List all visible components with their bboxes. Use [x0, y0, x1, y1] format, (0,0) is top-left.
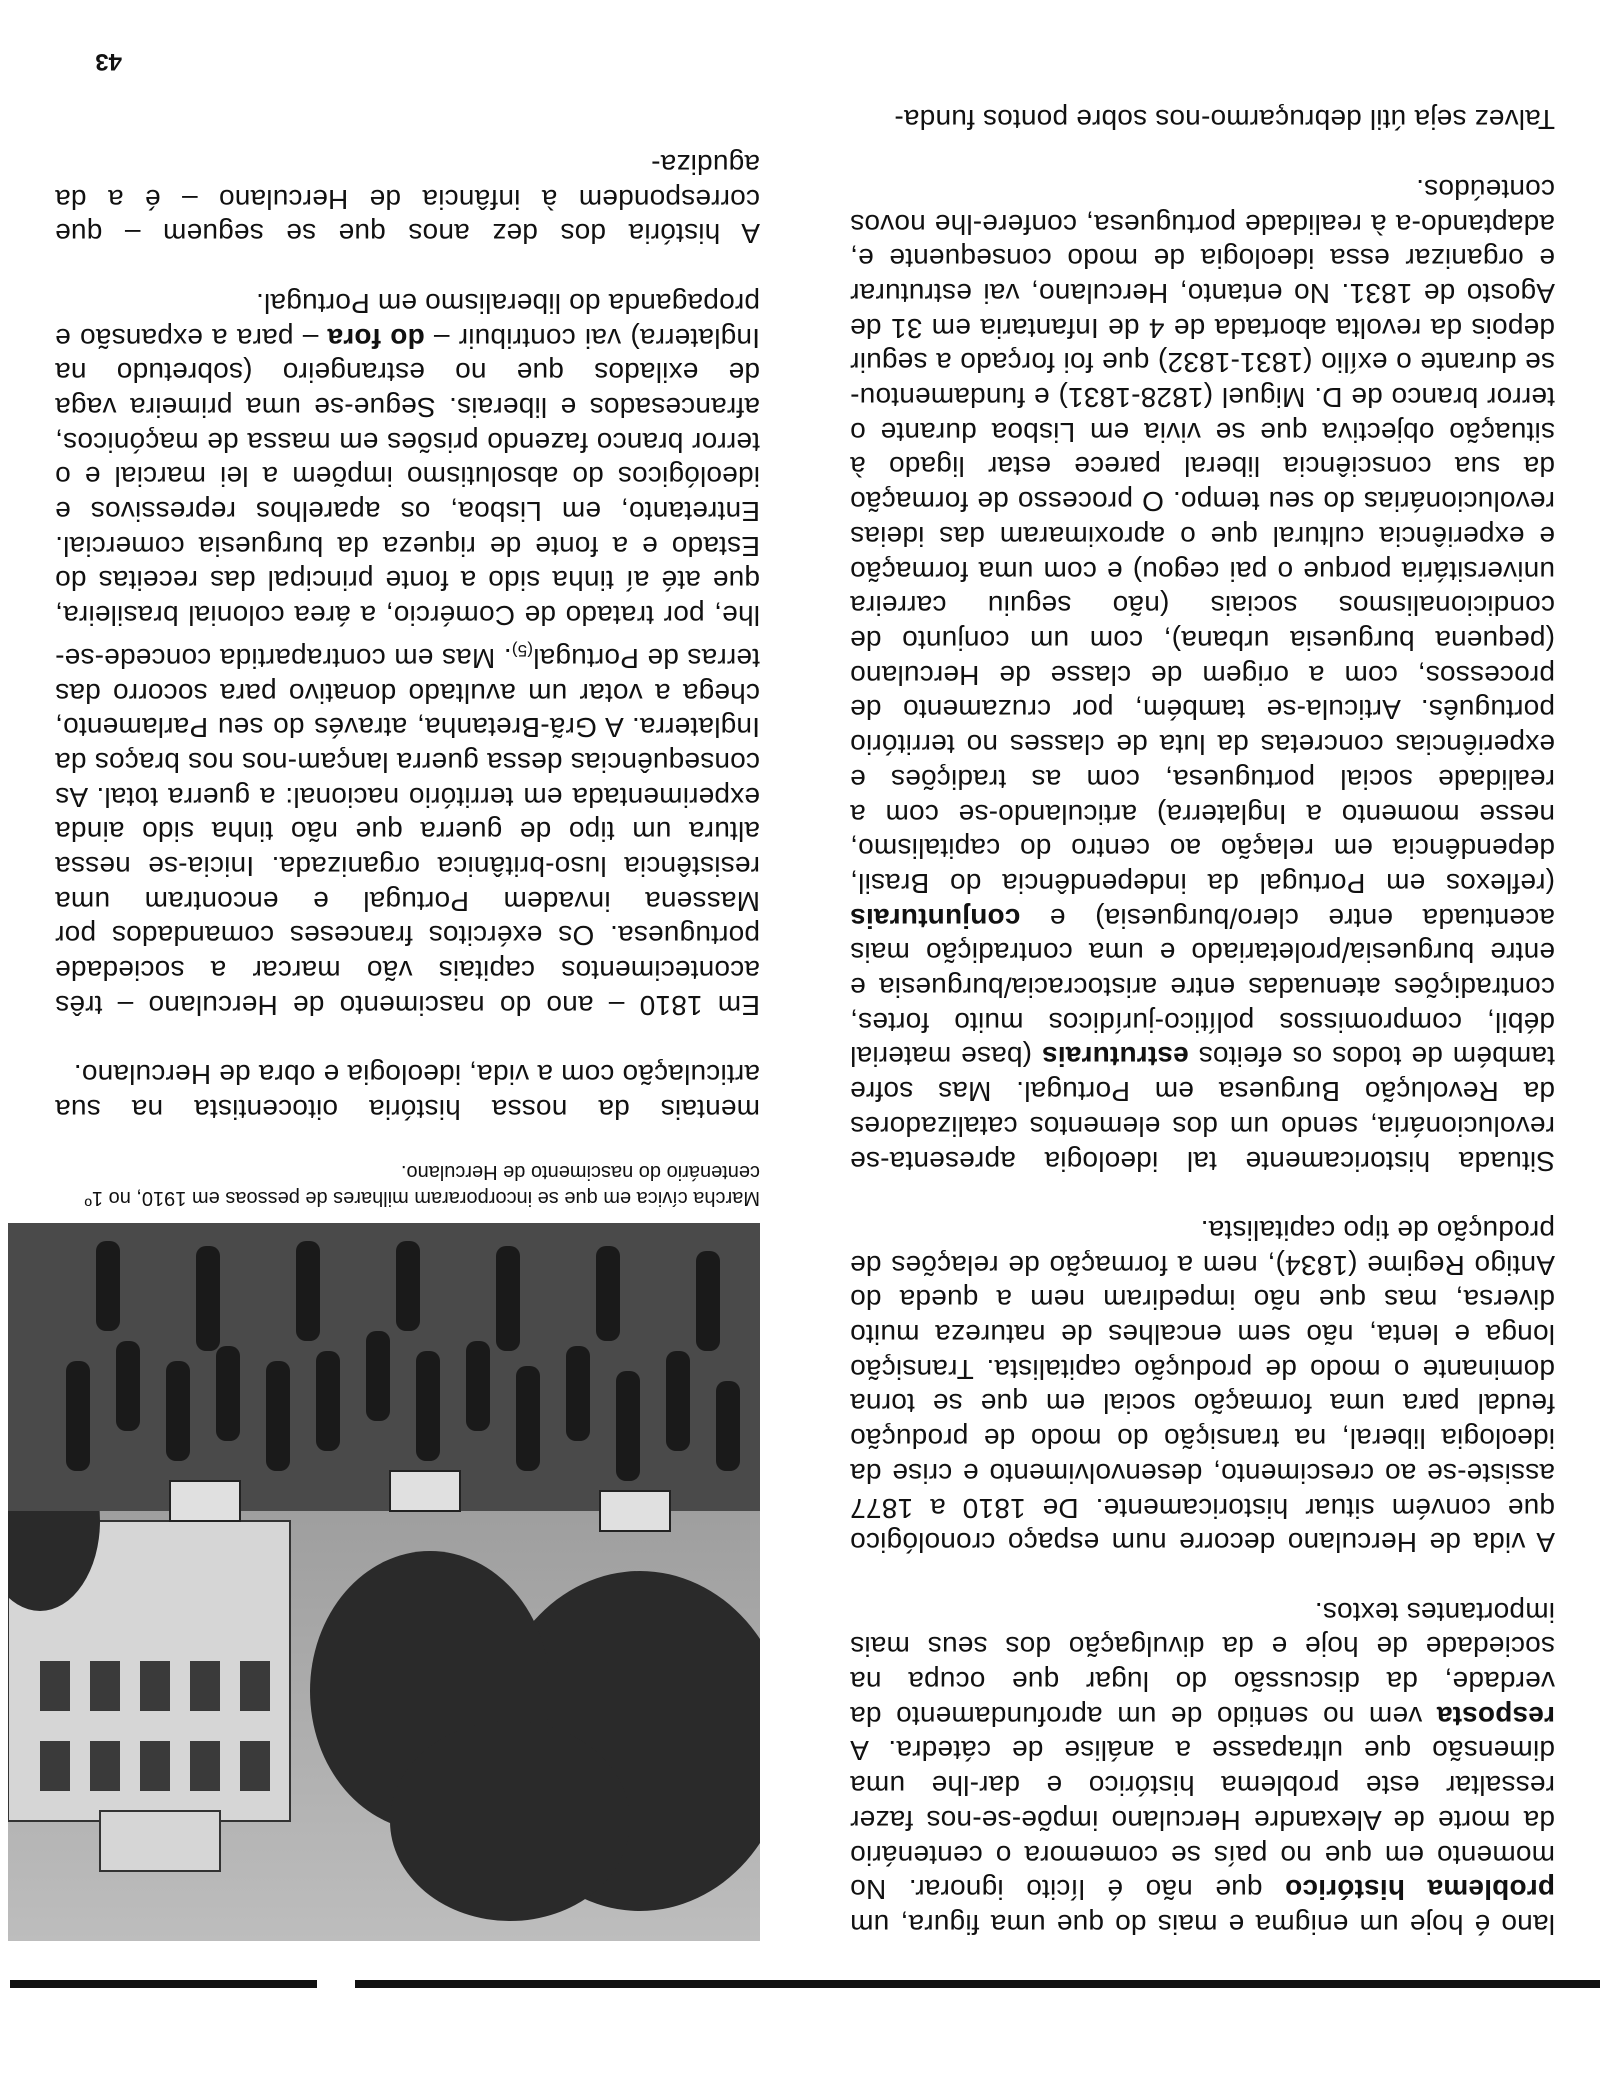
bold-term: conjunturais: [850, 902, 1021, 934]
right-paragraph-3: A história dos dez anos que se seguem – que correspondem à infância de Herculano – é a da agudiza-: [55, 149, 760, 250]
left-paragraph-2: A vida de Herculano decorre num espaço cronológico que convém situar historicamente. De 1810 a 1877 assiste-se ao crescimento, desenvolvimento e crise da ideologia liberal, na transição do modo de produção feudal para uma formação social em que se torna dominante o modo de produção capitalista. Transição longa e lenta, não sem encalhes de natureza muito diversa, mas que não impediram nem a queda do Antigo Regime (1834), nem a formação de relações de produção de tipo capitalista.: [850, 1214, 1555, 1559]
text-span: lano é hoje um enigma e mais do que uma figura, um: [850, 1909, 1555, 1940]
text-span: (base material débil, compromissos político-jurídicos muito fortes, contradições atenuadas entre aristocracia/burguesia e entre burguesia/proletariado e uma contradição mais acentuada entre clero/burguesia) e: [850, 902, 1555, 1073]
text-span: Em 1810 – ano do nascimento de Herculano – três acontecimentos capitais vão marcar a sociedade portuguesa. Os exércitos franceses comandados por Massena invadem Portugal e encontram uma resistência luso-britânica organizada. Inicia-se nessa altura um tipo de guerra que não tinha sido ainda experimentada em território nacional: a guerra total. As consequências dessa guerra lançam-nos nos braços da Inglaterra. A Grã-Bretanha, através do seu Parlamento, chega a votar um avultado donativo para socorro das terras de Portugal: [55, 642, 760, 1021]
photo-caption: Marcha cívica em que se incorporaram milhares de pessoas em 1910, no 1º centenário do nascimento de Herculano.: [84, 1161, 760, 1209]
header-rule: [10, 1980, 1600, 1988]
left-column: [850, 102, 1555, 1941]
text-span: – para a expansão e propaganda do liberalismo em Portugal.: [55, 287, 760, 354]
text-span: vem no sentido de um aprofundamento da verdade, da discussão do lugar que ocupa na sociedade de hoje e da divulgação dos seus mais importantes textos.: [850, 1596, 1555, 1732]
bold-term: estruturais: [1041, 1041, 1189, 1073]
left-paragraph-4: Talvez seja útil debruçarmo-nos sobre pontos funda-: [894, 104, 1555, 136]
footnote-ref: (5): [511, 640, 534, 660]
page-number: 43: [95, 48, 122, 75]
right-paragraph-1: mentais da nossa história oitocentista na sua articulação com a vida, ideologia e obra de Herculano.: [55, 1059, 760, 1125]
text-span: que não é lícito ignorar. No momento em que no país se comemora o centenário da morte de Alexandre Herculano impõe-se-nos fazer ressaltar este problema histórico e dar-lhe uma dimensão que ultrapasse a análise de cátedra. A: [850, 1735, 1555, 1906]
text-span: Situada historicamente tal ideologia apresenta-se revolucionária, sendo um dos elementos catalizadores da Revolução Burguesa em Portugal. Mas sofre também de todos os efeitos: [850, 1041, 1555, 1177]
right-column: [55, 146, 760, 1126]
right-paragraph-2: [55, 285, 760, 1022]
bold-term: problema histórico: [1284, 1874, 1555, 1906]
left-paragraph-1: [850, 1594, 1555, 1941]
photo-civic-march: [8, 1223, 760, 1941]
photo-image: [8, 1223, 760, 1941]
header-rule-gap: [317, 1980, 355, 1988]
bold-term: do fora: [327, 322, 425, 354]
left-paragraph-3: [850, 171, 1555, 1177]
text-span: (reflexos em Portugal da independência do Brasil, dependência em relação ao centro do capitalismo, nesse momento a Inglaterra) articulando-se com a realidade social portuguesa, com as tradições e experiências concretas da luta de classes no território português. Articula-se também, por cruzamento de processos, com a origem de classe de Herculano (pequena burguesia urbana), com um conjunto de condicionalismos sociais (não seguiu carreira universitária porque o pai cegou) e com uma formação e experiência cultural que o aproximaram das ideias revolucionárias do seu tempo. O processo de formação da sua consciência liberal parece estar ligado à situação objectiva que se vivia em Lisboa durante o terror branco de D. Miguel (1828-1831) e fundamentou-se durante o exílio (1831-1832) que foi forçado a seguir depois da revolta abortada de 4 de Infantaria em 31 de Agosto de 1831. No entanto, Herculano, vai estruturar e organizar essa ideologia de modo consequente e, adaptando-a à realidade portuguesa, confere-lhe novos conteúdos.: [850, 173, 1555, 899]
text-span: . Mas em contrapartida concede-se-lhe, por tratado de Comércio, a área colonial brasileira, que até aí tinha sido a fonte principal das receitas do Estado e a fonte de riqueza da burguesia comercial. Entretanto, em Lisboa, os aparelhos repressivos e ideológicos do absolutismo impõem a lei marcial e o terror branco fazendo prisões em massa de maçónicos, afrancesados e liberais. Segue-se uma primeira vaga de exilados que no estrangeiro (sobretudo na Inglaterra) vai contribuir –: [55, 322, 760, 674]
bold-term: resposta: [1436, 1700, 1555, 1732]
